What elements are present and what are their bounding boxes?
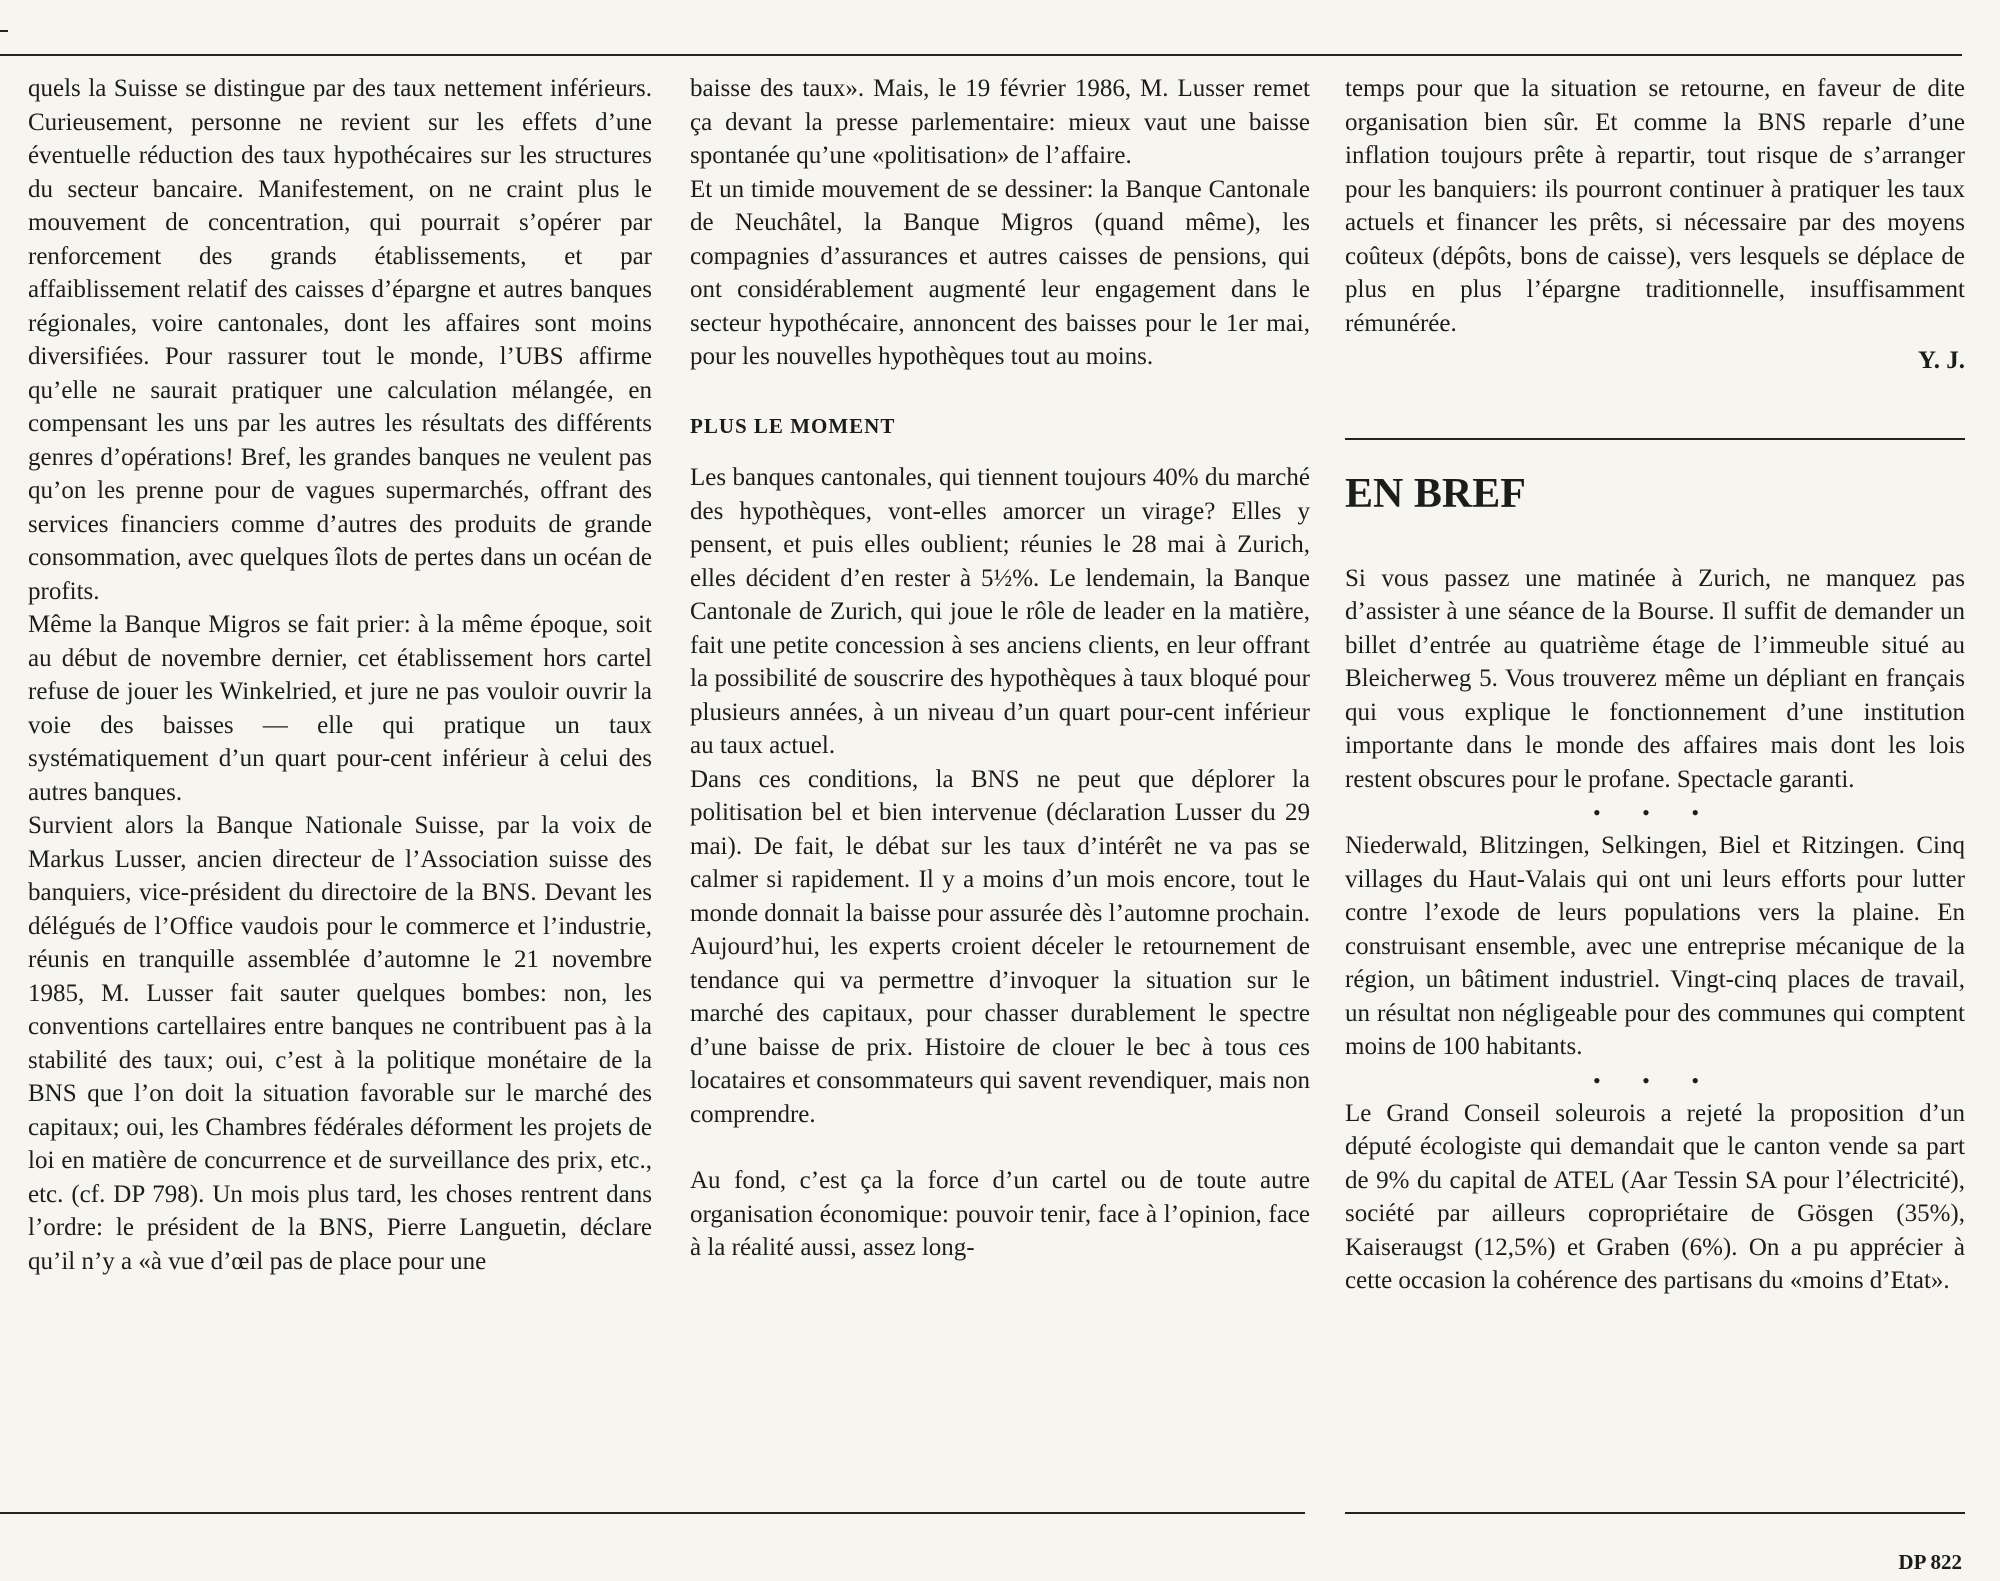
section-title: EN BREF [1345,470,1526,517]
separator-dots-1: • • • [1592,800,1718,825]
column-2 [690,72,1310,1265]
left-edge-mark [0,30,8,32]
bottom-rule-right [1345,1512,1965,1514]
brief-item-2: Niederwald, Blitzingen, Selkingen, Biel et Ritzingen. Cinq villages du Haut-Valais qui ont uni leurs efforts pour lutter contre l’exode de leurs populations vers la plaine. En construisant ensemble, avec une entreprise mécanique de la région, un bâtiment industriel. Vingt-cinq places de travail, un résultat non négligeable pour des communes qui comptent moins de 100 habitants. [1345,832,1965,1060]
col2-paragraph-1: baisse des taux». Mais, le 19 février 1986, M. Lusser remet ça devant la presse parlementaire: mieux vaut une baisse spontanée qu’une «politisation» de l’affaire. [690,75,1310,169]
col1-paragraph-2: Même la Banque Migros se fait prier: à la même époque, soit au début de novembre dernier, cet établissement hors cartel refuse de jouer les Winkelried, et jure ne pas vouloir ouvrir la voie des baisses — elle qui pratique un taux systématiquement d’un quart pour-cent inférieur à celui des autres banques. [28,611,652,806]
col1-paragraph-3: Survient alors la Banque Nationale Suisse, par la voix de Markus Lusser, ancien directeur de l’Association suisse des banquiers, vice-président du directoire de la BNS. Devant les délégués de l’Office vaudois pour le commerce et l’industrie, réunis en tranquille assemblée d’automne le 21 novembre 1985, M. Lusser fait sauter quelques bombes: non, les conventions cartellaires entre banques ne contribuent pas à la stabilité des taux; oui, c’est à la politique monétaire de la BNS que l’on doit la situation favorable sur le marché des capitaux; oui, les Chambres fédérales déforment les projets de loi en matière de concurrence et de surveillance des prix, etc., etc. (cf. DP 798). Un mois plus tard, les choses rentrent dans l’ordre: le président de la BNS, Pierre Languetin, déclare qu’il n’y a «à vue d’œil pas de place pour une [28,812,652,1275]
bottom-rule-left [0,1512,1305,1514]
column-1 [28,72,652,1278]
column-3 [1345,72,1965,1298]
page-footer-label: DP 822 [1898,1550,1962,1574]
col1-paragraph-1: quels la Suisse se distingue par des taux nettement inférieurs. Curieusement, personne ne revient sur les effets d’une éventuelle réduction des taux hypothécaires sur les structures du secteur bancaire. Manifestement, on ne craint plus le mouvement de concentration, qui pourrait s’opérer par renforcement des grands établissements, et par affaiblissement relatif des caisses d’épargne et autres banques régionales, voire cantonales, dont les affaires sont moins diversifiées. Pour rassurer tout le monde, l’UBS affirme qu’elle ne saurait pratiquer une calculation mélangée, en compensant les uns par les autres les résultats des différents genres d’opérations! Bref, les grandes banques ne veulent pas qu’on les prenne pour de vagues supermarchés, offrant des services financiers comme d’autres des produits de grande consommation, avec quelques îlots de pertes dans un océan de profits. [28,75,652,605]
brief-item-3: Le Grand Conseil soleurois a rejeté la proposition d’un député écologiste qui demandait que le canton vende sa part de 9% du capital de ATEL (Aar Tessin SA pour l’électricité), société par ailleurs copropriétaire de Gösgen (35%), Kaiseraugst (12,5%) et Graben (6%). On a pu apprécier à cette occasion la cohérence des partisans du «moins d’Etat». [1345,1099,1965,1294]
separator-dots-2: • • • [1592,1067,1718,1093]
brief-item-1: Si vous passez une matinée à Zurich, ne manquez pas d’assister à une séance de la Bourse. Il suffit de demander un billet d’entrée au quatrième étage de l’immeuble situé au Bleicherweg 5. Vous trouverez même un dépliant en français qui vous explique le fonctionnement d’une institution importante dans le monde des affaires mais dont les lois restent obscures pour le profane. Spectacle garanti. [1345,564,1965,793]
subheading: PLUS LE MOMENT [690,413,896,438]
author-signature: Y. J. [1917,347,1965,374]
col3-paragraph-1: temps pour que la situation se retourne, en faveur de dite organisation bien sûr. Et comme la BNS reparle d’une inflation toujours prête à repartir, tout risque de s’arranger pour les banquiers: ils pourront continuer à pratiquer les taux actuels et financer les prêts, si nécessaire par des moyens coûteux (dépôts, bons de caisse), vers lesquels se déplace de plus en plus l’épargne traditionnelle, insuffisamment rémunérée. [1345,75,1965,337]
col2-paragraph-2: Et un timide mouvement de se dessiner: la Banque Cantonale de Neuchâtel, la Banque Migros (quand même), les compagnies d’assurances et autres caisses de pensions, qui ont considérablement augmenté leur engagement dans le secteur hypothécaire, annoncent des baisses pour le 1er mai, pour les nouvelles hypothèques tout au moins. [690,175,1310,370]
section-divider-rule [1345,438,1965,440]
col2-paragraph-5: Au fond, c’est ça la force d’un cartel ou de toute autre organisation économique: pouvoir tenir, face à l’opinion, face à la réalité aussi, assez long- [690,1167,1310,1261]
top-rule [0,54,1962,56]
col2-paragraph-3: Les banques cantonales, qui tiennent toujours 40% du marché des hypothèques, vont-elles amorcer un virage? Elles y pensent, et puis elles oublient; réunies le 28 mai à Zurich, elles décident d’en rester à 5½%. Le lendemain, la Banque Cantonale de Zurich, qui joue le rôle de leader en la matière, fait une petite concession à ses anciens clients, en leur offrant la possibilité de souscrire des hypothèques à taux bloqué pour plusieurs années, à un niveau d’un quart pour-cent inférieur au taux actuel. [690,464,1310,759]
col2-paragraph-4: Dans ces conditions, la BNS ne peut que déplorer la politisation bel et bien intervenue (déclaration Lusser du 29 mai). De fait, le débat sur les taux d’intérêt ne va pas se calmer si rapidement. Il y a moins d’un mois encore, tout le monde donnait la baisse pour assurée dès l’automne prochain. Aujourd’hui, les experts croient déceler le retournement de tendance qui va permettre d’invoquer la situation sur le marché des capitaux, pour chasser durablement le spectre d’une baisse de prix. Histoire de clouer le bec à tous ces locataires et consommateurs qui savent revendiquer, mais non comprendre. [690,765,1310,1128]
